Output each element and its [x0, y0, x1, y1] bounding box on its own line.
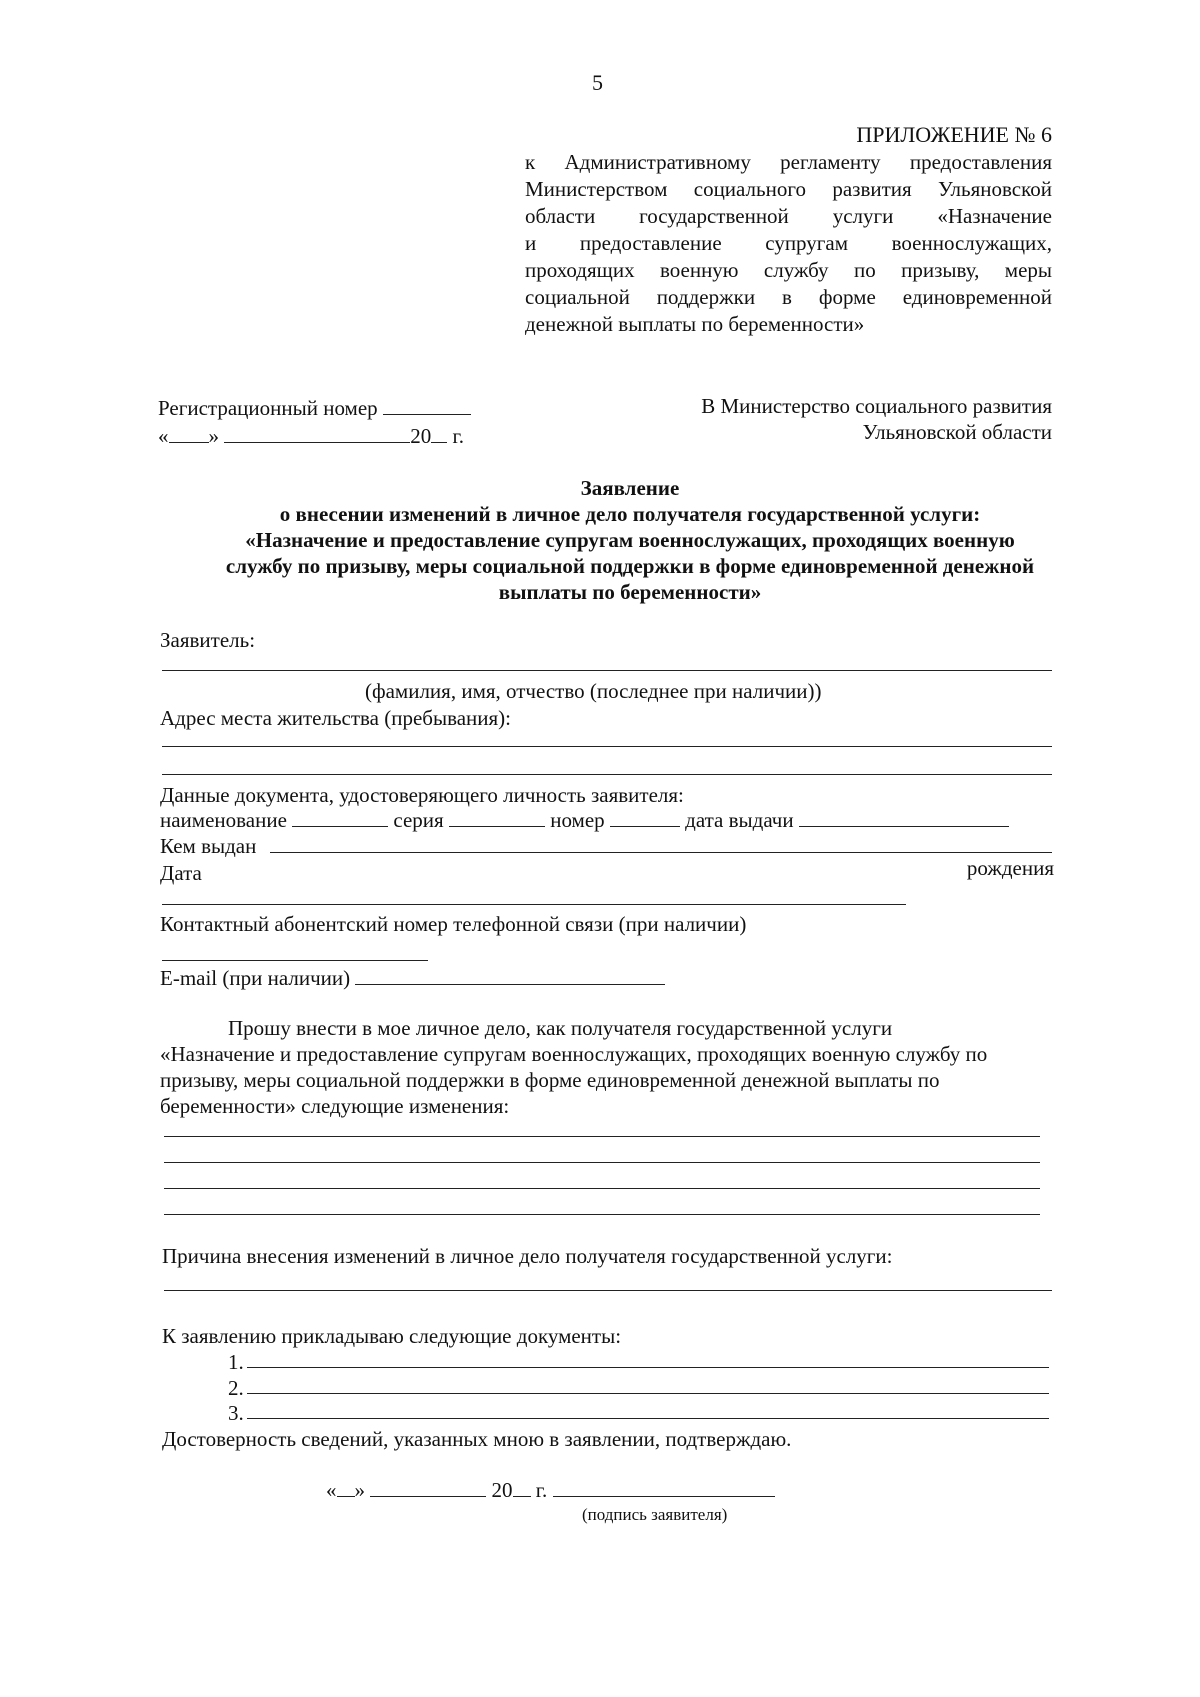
registration-year-prefix: 20	[410, 424, 432, 448]
signature-year-suffix: г.	[535, 1478, 548, 1502]
address-field-2[interactable]	[162, 774, 1052, 775]
signature-row	[326, 1478, 775, 1503]
signature-date-open: «	[326, 1478, 337, 1502]
heading-service-line: выплаты по беременности»	[498, 580, 762, 604]
changes-field-4[interactable]	[164, 1214, 1040, 1215]
registration-date-open: «	[158, 424, 169, 448]
email-row	[160, 966, 665, 991]
request-line-2: «Назначение и предоставление супругам военнослужащих, проходящих военную службу по	[160, 1042, 988, 1066]
changes-field-3[interactable]	[164, 1188, 1040, 1189]
phone-field[interactable]	[162, 960, 428, 961]
birth-date-label-1: Дата	[160, 861, 202, 885]
doc-number-label: номер	[550, 808, 605, 832]
appendix-line: и предоставление супругам военнослужащих,	[525, 231, 1052, 255]
applicant-label: Заявитель:	[160, 628, 256, 652]
reason-field[interactable]	[164, 1290, 1052, 1291]
registration-year-field[interactable]	[431, 424, 447, 443]
attachment-number: 2.	[228, 1376, 244, 1400]
birth-date-label-2: рождения	[966, 856, 1054, 880]
doc-issue-date-field[interactable]	[799, 808, 1009, 827]
appendix-line: области государственной услуги «Назначение	[525, 204, 1052, 228]
confirmation-text: Достоверность сведений, указанных мною в заявлении, подтверждаю.	[162, 1427, 792, 1451]
appendix-line: проходящих военную службу по призыву, меры	[525, 258, 1052, 282]
heading-service-line: «Назначение и предоставление супругам военнослужащих, проходящих военную	[245, 528, 1015, 552]
heading-subtitle: о внесении изменений в личное дело получателя государственной услуги:	[279, 502, 981, 526]
email-label: E-mail (при наличии)	[160, 966, 351, 990]
doc-series-field[interactable]	[449, 808, 545, 827]
issued-by-field[interactable]	[270, 852, 1052, 853]
heading-title: Заявление	[580, 476, 680, 500]
id-document-row	[160, 808, 1009, 833]
signature-month-field[interactable]	[370, 1478, 486, 1497]
registration-day-field[interactable]	[169, 424, 209, 443]
registration-year-suffix: г.	[452, 424, 464, 448]
email-field[interactable]	[355, 966, 665, 985]
address-label: Адрес места жительства (пребывания):	[160, 706, 512, 730]
attachment-field-2[interactable]	[247, 1393, 1049, 1394]
signature-day-field[interactable]	[337, 1478, 355, 1497]
address-field-1[interactable]	[162, 746, 1052, 747]
heading-service-line: службу по призыву, меры социальной поддержки в форме единовременной денежной	[225, 554, 1035, 578]
signature-field[interactable]	[553, 1478, 775, 1497]
signature-date-close: »	[354, 1478, 365, 1502]
request-line-4: беременности» следующие изменения:	[160, 1094, 510, 1118]
signature-year-field[interactable]	[513, 1478, 531, 1497]
attachment-number: 1.	[228, 1350, 244, 1374]
applicant-name-field[interactable]	[162, 670, 1052, 671]
doc-issue-date-label: дата выдачи	[685, 808, 794, 832]
signature-year-prefix: 20	[491, 1478, 513, 1502]
doc-number-field[interactable]	[610, 808, 680, 827]
signature-hint: (подпись заявителя)	[582, 1505, 728, 1524]
attachment-field-3[interactable]	[247, 1418, 1049, 1419]
registration-number-field[interactable]	[383, 396, 471, 415]
appendix-title: ПРИЛОЖЕНИЕ № 6	[856, 122, 1052, 147]
appendix-line: к Административному регламенту предоставления	[525, 150, 1052, 174]
changes-field-2[interactable]	[164, 1162, 1040, 1163]
changes-field-1[interactable]	[164, 1136, 1040, 1137]
addressee-line-1: В Министерство социального развития	[701, 394, 1052, 418]
registration-number-label: Регистрационный номер	[158, 396, 378, 420]
registration-month-field[interactable]	[224, 424, 410, 443]
attachment-field-1[interactable]	[247, 1367, 1049, 1368]
issued-by-label: Кем выдан	[160, 834, 257, 858]
birth-date-field[interactable]	[162, 904, 906, 905]
reason-label: Причина внесения изменений в личное дело получателя государственной услуги:	[162, 1244, 893, 1268]
page-number: 5	[592, 70, 603, 95]
request-line-1: Прошу внести в мое личное дело, как получателя государственной услуги	[228, 1016, 893, 1040]
phone-label: Контактный абонентский номер телефонной связи (при наличии)	[160, 912, 747, 936]
addressee-line-2: Ульяновской области	[862, 420, 1052, 444]
registration-number-row	[158, 396, 471, 421]
id-document-label: Данные документа, удостоверяющего личность заявителя:	[160, 783, 684, 807]
request-line-3: призыву, меры социальной поддержки в форме единовременной денежной выплаты по	[160, 1068, 940, 1092]
appendix-line: денежной выплаты по беременности»	[525, 312, 865, 336]
attachment-number: 3.	[228, 1401, 244, 1425]
doc-name-label: наименование	[160, 808, 287, 832]
appendix-line: Министерством социального развития Ульяновской	[525, 177, 1052, 201]
registration-date-row	[158, 424, 464, 449]
appendix-line: социальной поддержки в форме единовременной	[525, 285, 1052, 309]
doc-series-label: серия	[393, 808, 444, 832]
attachments-label: К заявлению прикладываю следующие документы:	[162, 1324, 622, 1348]
registration-date-close: »	[208, 424, 219, 448]
applicant-name-hint: (фамилия, имя, отчество (последнее при наличии))	[365, 679, 822, 703]
doc-name-field[interactable]	[292, 808, 388, 827]
